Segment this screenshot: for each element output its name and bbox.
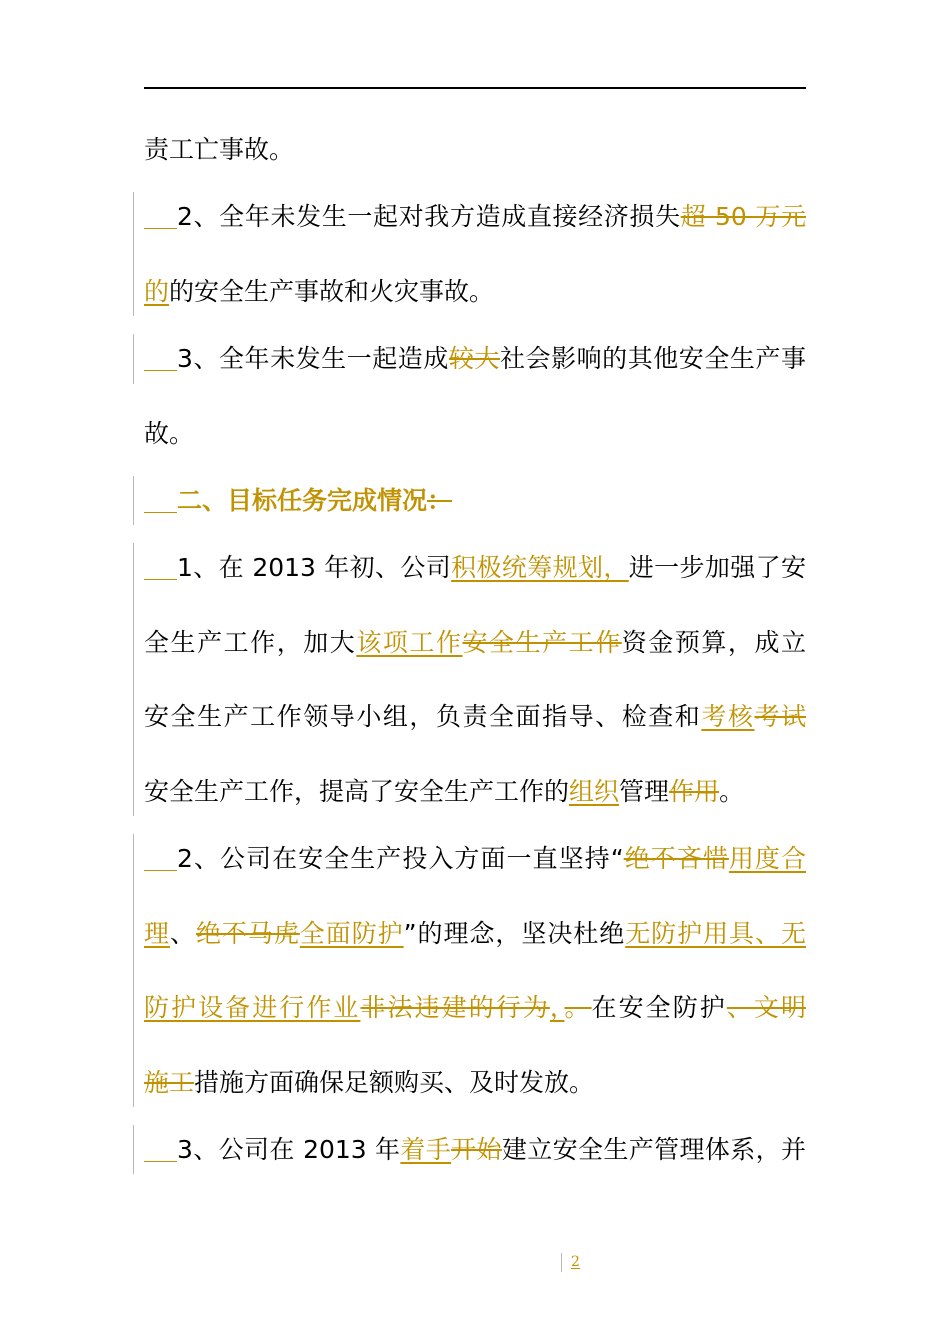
inserted-text: 积极统筹规划， — [451, 553, 629, 583]
text-run: 2、公司在安全生产投入方面一直坚持“ — [177, 844, 624, 874]
text-run: 建立安全生产管理体系，并 — [501, 1134, 806, 1164]
text-run: 3、公司在 2013 年 — [177, 1134, 401, 1164]
paragraph-item-2-economic-loss — [144, 180, 806, 329]
text-line — [144, 680, 806, 755]
deleted-text: 、文明 — [726, 993, 806, 1023]
deleted-text: 考试 — [754, 702, 806, 732]
header-rule — [144, 87, 806, 89]
text-run: 在安全防护 — [591, 993, 727, 1023]
revision-group — [144, 322, 806, 397]
inserted-indent-mark — [144, 579, 177, 580]
page-number: 2 — [571, 1254, 580, 1270]
text-line — [144, 113, 806, 188]
revision-group — [144, 531, 806, 829]
revision-group — [144, 1113, 806, 1188]
inserted-text: 用度合 — [728, 844, 806, 874]
inserted-text: 防护设备进行作业 — [144, 993, 361, 1023]
inserted-indent-mark — [144, 228, 177, 229]
text-run: 责工亡事故。 — [144, 135, 295, 164]
revision-group — [144, 180, 806, 329]
text-run: 安全生产工作领导小组，负责全面指导、检查和 — [144, 702, 702, 732]
text-run: 3、全年未发生一起造成 — [177, 344, 449, 374]
revision-group — [144, 464, 806, 539]
paragraph-task-1 — [144, 531, 806, 829]
inserted-indent-mark — [144, 370, 177, 371]
paragraph-task-2 — [144, 822, 806, 1120]
text-run: 。 — [719, 776, 745, 806]
deleted-text: 安全生产工作 — [462, 627, 622, 657]
text-run: 1、在 2013 年初、公司 — [177, 553, 452, 583]
deleted-text: 作用 — [669, 776, 720, 806]
text-run: 的安全生产事故和火灾事故。 — [169, 276, 495, 306]
inserted-text: 的 — [144, 276, 170, 306]
text-line — [144, 1113, 806, 1188]
deleted-text: 开始 — [451, 1134, 502, 1164]
heading-text: 二、目标任务完成情况 — [177, 485, 428, 515]
change-bar — [133, 543, 134, 816]
revision-group — [144, 822, 806, 1120]
inserted-text: 组织 — [569, 776, 620, 806]
text-run: 社会影响的其他安全生产事 — [499, 344, 806, 374]
deleted-text: 施工 — [144, 1067, 195, 1097]
text-line — [144, 822, 806, 897]
text-run: 、 — [169, 918, 196, 948]
text-line — [144, 397, 806, 472]
text-line — [144, 606, 806, 681]
footer-change-bar — [561, 1253, 562, 1272]
text-line — [144, 255, 806, 330]
deleted-text: 绝不吝惜 — [623, 844, 729, 874]
deleted-text: 绝不马虎 — [195, 918, 300, 948]
inserted-text: 着手 — [400, 1134, 452, 1164]
inserted-text: ， — [549, 993, 565, 1023]
document-body — [144, 113, 806, 1187]
paragraph-item-3-social-impact — [144, 322, 806, 471]
change-bar — [133, 334, 134, 384]
text-run: 管理 — [619, 776, 670, 806]
text-run: ”的理念，坚决杜绝 — [403, 918, 626, 948]
inserted-text: 无防护用具、无 — [625, 918, 806, 948]
text-run: 资金预算，成立 — [621, 627, 806, 657]
deleted-text: 非法违建的行为 — [360, 993, 550, 1023]
deleted-text: 超 50 万元 — [680, 202, 806, 232]
deleted-text: ： — [427, 485, 453, 515]
text-run: 措施方面确保足额购买、及时发放。 — [194, 1067, 595, 1097]
text-line — [144, 531, 806, 606]
text-line — [144, 464, 806, 539]
inserted-indent-mark — [144, 870, 177, 871]
change-bar — [133, 834, 134, 1107]
change-bar — [133, 192, 134, 316]
paragraph-continuation — [144, 113, 806, 188]
inserted-text: 全面防护 — [299, 918, 404, 948]
text-line — [144, 180, 806, 255]
text-run: 2、全年未发生一起对我方造成直接经济损失 — [177, 202, 681, 232]
text-run: 故。 — [144, 418, 195, 448]
paragraph-task-3 — [144, 1113, 806, 1188]
text-line — [144, 897, 806, 972]
deleted-text: 较大 — [448, 344, 500, 374]
inserted-text: 考核 — [701, 702, 755, 732]
text-line — [144, 755, 806, 830]
text-run: 安全生产工作，提高了安全生产工作的 — [144, 776, 570, 806]
inserted-indent-mark — [144, 1161, 177, 1162]
text-run: 全生产工作，加大 — [144, 627, 357, 657]
inserted-text: 理 — [144, 918, 170, 948]
change-bar — [133, 476, 134, 526]
text-line — [144, 1046, 806, 1121]
inserted-indent-mark — [144, 512, 177, 513]
inserted-text: 该项工作 — [356, 627, 463, 657]
text-line — [144, 971, 806, 1046]
change-bar — [133, 1125, 134, 1175]
deleted-text: 。 — [564, 993, 592, 1023]
text-run: 进一步加强了安 — [628, 553, 806, 583]
text-line — [144, 322, 806, 397]
section-heading — [144, 464, 806, 539]
